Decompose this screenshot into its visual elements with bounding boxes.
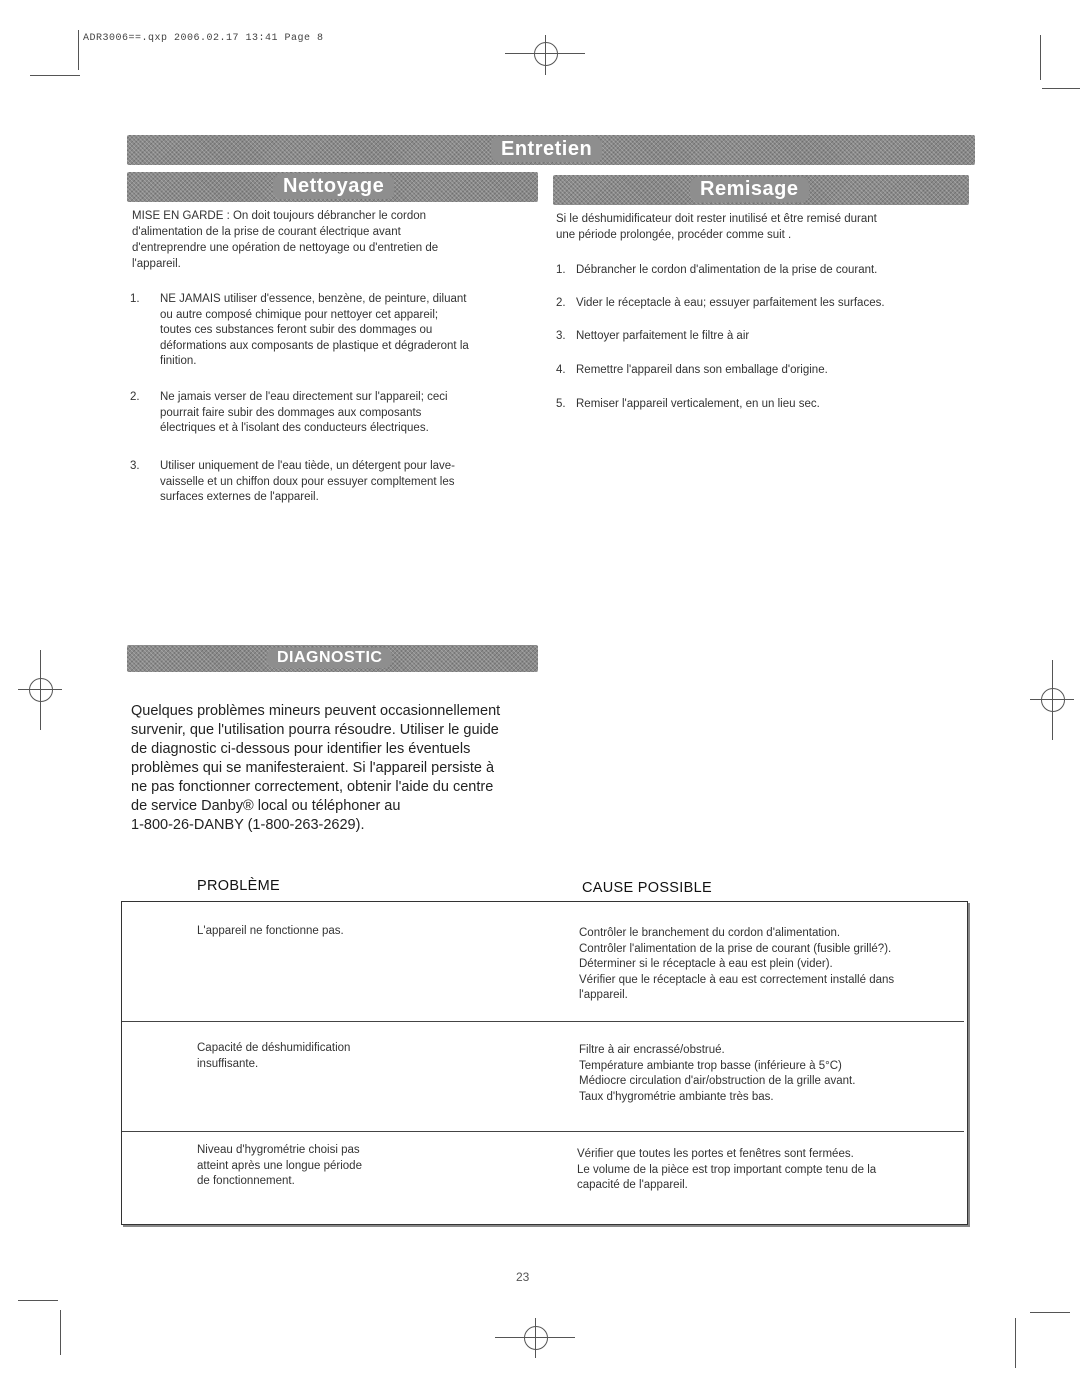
item-text: Remettre l'appareil dans son emballage d'origine.	[576, 364, 828, 376]
text-line: surfaces externes de l'appareil.	[160, 491, 319, 503]
text-line: Utiliser uniquement de l'eau tiède, un détergent pour lave-	[160, 460, 455, 472]
text-line: Vérifier que le réceptacle à eau est correctement installé dans	[579, 973, 895, 986]
table-row-3-problem	[197, 1143, 362, 1190]
storage-intro	[556, 211, 976, 243]
text-line: déformations aux composants de plastique et dégraderont la	[160, 339, 469, 352]
text-line: Taux d'hygrométrie ambiante très bas.	[579, 1090, 774, 1103]
crop-mark	[1042, 88, 1080, 89]
text-line: Le volume de la pièce est trop important compte tenu de la	[577, 1163, 877, 1176]
text-line: Vérifier que toutes les portes et fenêtres sont fermées.	[577, 1148, 854, 1160]
text-line: de fonctionnement.	[197, 1175, 295, 1187]
registration-mark-icon	[495, 1318, 575, 1358]
text-line: survenir, que l'utilisation pourra résoudre. Utiliser le guide	[131, 722, 499, 738]
registration-mark-icon	[18, 650, 62, 730]
cleaning-item-1	[130, 292, 540, 372]
text-line: L'appareil ne fonctionne pas.	[197, 925, 344, 937]
remisage-banner	[553, 175, 969, 205]
item-number: 1.	[130, 293, 140, 305]
table-row-3-cause	[577, 1147, 876, 1194]
crop-mark	[1040, 35, 1041, 80]
crop-mark	[18, 1300, 58, 1301]
text-line: Capacité de déshumidification	[197, 1042, 351, 1054]
diagnostic-title: DIAGNOSTIC	[267, 648, 392, 668]
table-row-2-problem	[197, 1041, 350, 1072]
nettoyage-title: Nettoyage	[273, 174, 394, 199]
registration-mark-icon	[505, 35, 585, 75]
text-line: Déterminer si le réceptacle à eau est plein (vider).	[579, 958, 833, 970]
storage-item-2	[556, 295, 885, 311]
table-row-1-problem	[197, 924, 344, 940]
text-line: pourrait faire subir des dommages aux composants	[160, 406, 422, 419]
text-line: Médiocre circulation d'air/obstruction de la grille avant.	[579, 1075, 856, 1087]
text-line: problèmes qui se manifesteraient. Si l'appareil persiste à	[131, 760, 495, 776]
table-row-divider	[122, 1021, 964, 1022]
cleaning-warning	[132, 208, 532, 272]
entretien-banner	[127, 135, 975, 165]
table-row-1-cause	[579, 926, 894, 1004]
item-number: 3.	[556, 330, 566, 342]
text-line: Contrôler le branchement du cordon d'alimentation.	[579, 927, 841, 939]
crop-mark	[60, 1310, 61, 1355]
text-line: Si le déshumidificateur doit rester inutilisé et être remisé durant	[556, 213, 877, 225]
column-header-problem: PROBLÈME	[197, 878, 280, 894]
text-line: Filtre à air encrassé/obstrué.	[579, 1044, 725, 1056]
text-line: MISE EN GARDE : On doit toujours débrancher le cordon	[132, 210, 427, 222]
cleaning-item-3	[130, 459, 540, 509]
text-line: de diagnostic ci-dessous pour identifier les éventuels	[131, 741, 471, 757]
entretien-title: Entretien	[491, 137, 602, 162]
text-line: électriques et à l'isolant des conducteurs électriques.	[160, 422, 429, 434]
text-line: toutes ces substances feront subir des dommages ou	[160, 324, 433, 336]
nettoyage-banner	[127, 172, 538, 202]
cleaning-item-2	[130, 390, 540, 440]
diagnostic-intro	[131, 702, 551, 835]
text-line: ou autre composé chimique pour nettoyer cet appareil;	[160, 308, 439, 321]
text-line: capacité de l'appareil.	[577, 1179, 688, 1191]
storage-item-4	[556, 362, 828, 378]
text-line: Température ambiante trop basse (inférieure à 5°C)	[579, 1059, 842, 1072]
crop-mark	[78, 30, 79, 70]
item-number: 5.	[556, 398, 566, 410]
table-row-divider	[122, 1131, 964, 1132]
text-line: Quelques problèmes mineurs peuvent occasionnellement	[131, 703, 501, 719]
text-line: d'alimentation de la prise de courant électrique avant	[132, 226, 401, 238]
text-line: Ne jamais verser de l'eau directement sur l'appareil; ceci	[160, 391, 448, 403]
text-line: vaisselle et un chiffon doux pour essuyer compltement les	[160, 475, 455, 488]
column-header-cause: CAUSE POSSIBLE	[582, 880, 712, 896]
text-line: l'appareil.	[579, 989, 628, 1001]
text-line: ne pas fonctionner correctement, obtenir l'aide du centre	[131, 779, 494, 795]
text-line: NE JAMAIS utiliser d'essence, benzène, de peinture, diluant	[160, 293, 467, 305]
item-number: 4.	[556, 364, 566, 376]
item-text: Remiser l'appareil verticalement, en un lieu sec.	[576, 398, 820, 410]
text-line: atteint après une longue période	[197, 1159, 362, 1172]
item-text: Débrancher le cordon d'alimentation de la prise de courant.	[576, 264, 878, 276]
text-line: 1-800-26-DANBY (1-800-263-2629).	[131, 817, 365, 833]
item-number: 2.	[130, 391, 140, 403]
item-number: 2.	[556, 297, 566, 309]
item-text: Vider le réceptacle à eau; essuyer parfaitement les surfaces.	[576, 297, 885, 309]
text-line: de service Danby® local ou téléphoner au	[131, 798, 401, 814]
text-line: Contrôler l'alimentation de la prise de courant (fusible grillé?).	[579, 942, 892, 955]
print-header: ADR3006==.qxp 2006.02.17 13:41 Page 8	[83, 33, 324, 44]
text-line: l'appareil.	[132, 258, 181, 270]
crop-mark	[1015, 1318, 1016, 1368]
text-line: Niveau d'hygrométrie choisi pas	[197, 1144, 360, 1156]
storage-item-5	[556, 396, 820, 412]
item-text: Nettoyer parfaitement le filtre à air	[576, 330, 750, 342]
item-number: 1.	[556, 264, 566, 276]
storage-item-3	[556, 328, 749, 344]
text-line: finition.	[160, 355, 197, 367]
diagnostic-banner	[127, 645, 538, 672]
text-line: insuffisante.	[197, 1057, 259, 1070]
text-line: une période prolongée, procéder comme suit .	[556, 229, 792, 241]
table-row-2-cause	[579, 1043, 855, 1105]
registration-mark-icon	[1030, 660, 1074, 740]
remisage-title: Remisage	[690, 177, 809, 202]
text-line: d'entreprendre une opération de nettoyage ou d'entretien de	[132, 242, 439, 254]
crop-mark	[30, 75, 80, 76]
page-number: 23	[516, 1270, 530, 1284]
item-number: 3.	[130, 460, 140, 472]
crop-mark	[1030, 1312, 1070, 1313]
storage-item-1	[556, 262, 877, 278]
